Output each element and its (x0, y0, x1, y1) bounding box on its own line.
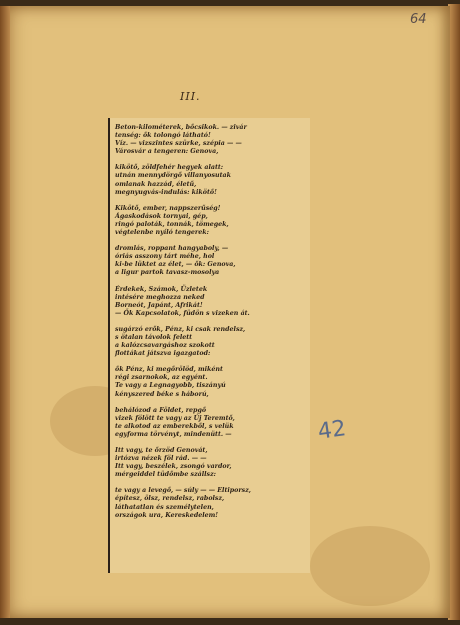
poem-line: s ötalan távolok felett (115, 333, 193, 341)
poem-stanza (115, 326, 310, 358)
poem-line: építesz, ölsz, rendelsz, rabolsz, (115, 495, 225, 503)
poem-line: Ágaskodások tornyai, gép, (115, 212, 208, 220)
poem-line: dromlás, roppant hangyaboly, — (115, 245, 229, 253)
poem-line: mérgeiddel tüdőmbe szállsz: (115, 471, 216, 479)
poem-line: Itt vagy, te őrzöd Genovát, (115, 447, 208, 454)
poem-stanza (115, 164, 310, 196)
poem-stanza (115, 407, 310, 439)
poem-line: Beton-kilométerek, bőcsikok. — zivár (115, 124, 247, 131)
poem-line: végtelenbe nyíló tengerek: (115, 229, 209, 237)
poem-line: Víz. — vizszintes szürke, szépia — — (115, 140, 242, 148)
poem-line: ringó paloták, tonnák, tömegek, (115, 220, 229, 228)
poem-stanza (115, 286, 310, 318)
poem-line: ki-be lüktet az élet, — ők: Genova, (115, 261, 236, 269)
poem-stanza (115, 124, 310, 156)
poem-stanza (115, 447, 310, 479)
poem-line: intésére meghozza neked (115, 293, 205, 301)
paper-stain (310, 526, 430, 606)
poem-line: régi zsarnokok, az egyént. (115, 374, 208, 382)
poem-stanza (115, 205, 310, 237)
poem-line: vizek fölött te vagy az Új Teremtő, (115, 414, 235, 422)
poem-stanza (115, 366, 310, 398)
poem-line: irtózva nézek föl rád. — — (115, 455, 207, 463)
poem-line: tenség: ők tolongó látható! (115, 132, 211, 140)
poem-line: Kikötő, ember, nappszerűség! (115, 204, 221, 212)
poem-line: láthatatlan és személytelen, (115, 503, 214, 511)
poem-line: behálózod a Földet, repgő (115, 406, 207, 414)
handwritten-annotation: 42 (316, 416, 348, 445)
poem-line: a ligur partok tavasz-mosolya (115, 269, 220, 277)
poem-line: Borneót, Japánt, Afrikát! (115, 301, 203, 309)
poem-line: országok ura, Kereskedelem! (115, 511, 219, 519)
poem-line: te vagy a levegő, — súly — — Eltiporsz, (115, 487, 251, 495)
poem-line: omlanak hazzád, életű, (115, 180, 197, 188)
poem-line: — Ők Kapcsolatok, füdön s vizeken át. (115, 309, 250, 317)
poem-line: Városvár a tengeren: Genova, (115, 148, 219, 156)
poem-line: Te vagy a Legnagyobb, tiszányú (115, 382, 226, 390)
poem-line: óriás asszony tárt méhe, hol (115, 253, 215, 261)
poem-line: megnyugvás-indulás: kikötő! (115, 188, 217, 196)
poem-line: egyforma törvényt, mindenütt. — (115, 430, 232, 438)
poem-text (115, 124, 310, 528)
page-number: 64 (410, 12, 427, 27)
section-heading: III. (180, 90, 201, 103)
poem-line: flottákat játszva igazgatod: (115, 350, 211, 358)
poem-line: te alkotod az emberekből, s velük (115, 422, 234, 430)
poem-line: kényszered béke s háború, (115, 390, 209, 398)
poem-line: ők Pénz, ki megőrölöd, miként (115, 366, 223, 374)
poem-line: a kalózcsavargáshoz szokott (115, 342, 215, 350)
poem-line: kikötő, zöldfehér hegyek alatt: (115, 164, 224, 172)
poem-line: Érdekek, Számok, Üzletek (115, 285, 208, 293)
poem-line: Itt vagy, beszélek, zsongó vardor, (115, 463, 232, 471)
poem-line: sugárzó erők, Pénz, ki csak rendelsz, (115, 325, 246, 333)
poem-stanza (115, 245, 310, 277)
poem-stanza (115, 487, 310, 519)
poem-line: utnán mennydörgő villanyosutak (115, 172, 231, 180)
